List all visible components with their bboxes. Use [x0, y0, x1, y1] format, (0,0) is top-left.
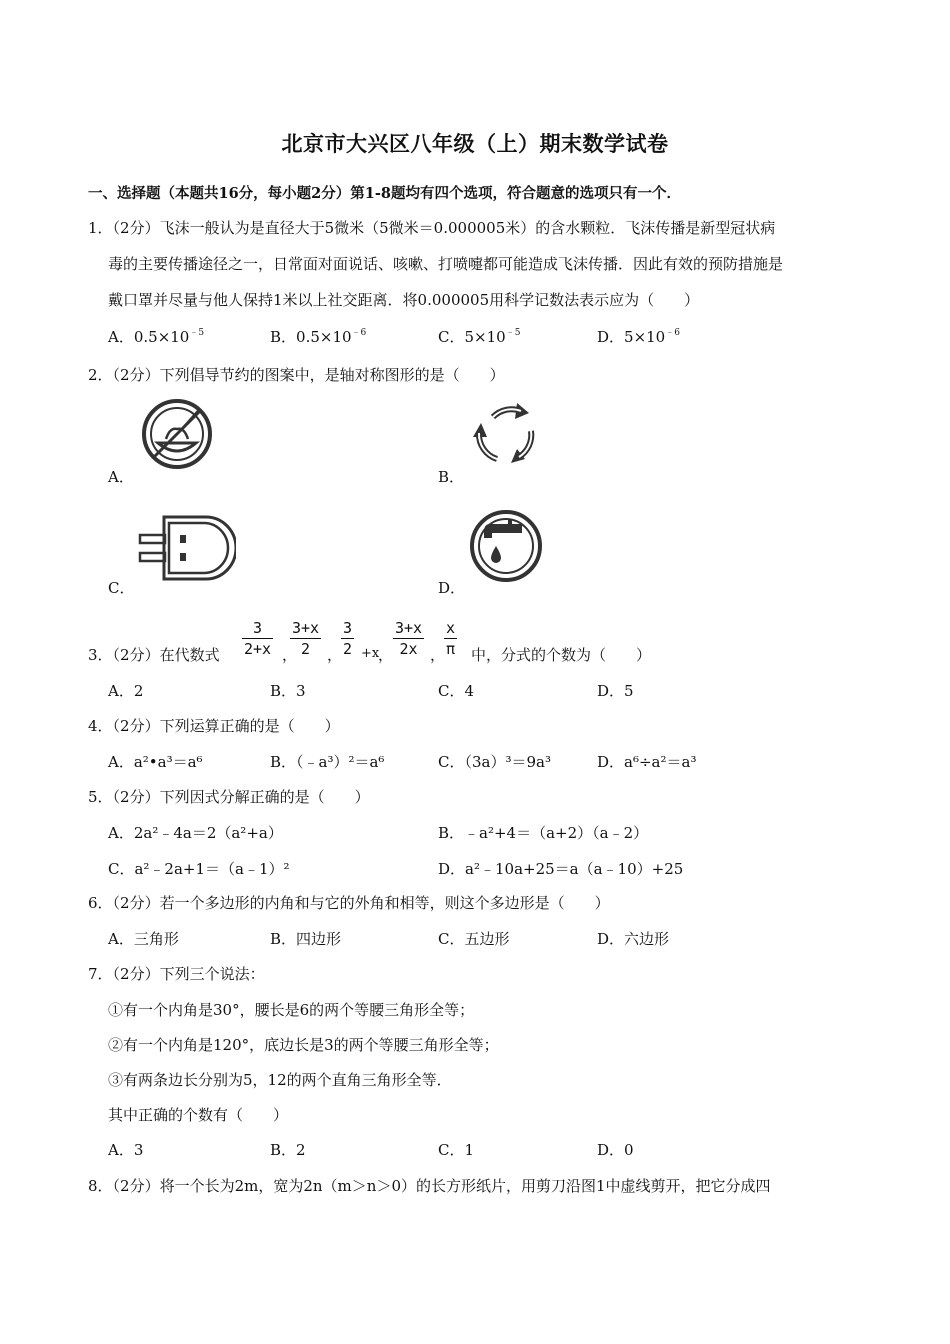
q5-option-a: A．2a²﹣4a＝2（a²+a）	[108, 824, 283, 842]
q6-option-a: A．三角形	[108, 930, 179, 948]
q5-option-b: B．﹣a²+4＝（a+2）（a﹣2）	[438, 824, 649, 842]
q4-option-b: B．（﹣a³）²＝a⁶	[270, 753, 385, 771]
q5-text: 5．（2分）下列因式分解正确的是（ ）	[88, 788, 370, 806]
q1-line3: 戴口罩并尽量与他人保持1米以上社交距离．将0.000005用科学记数法表示应为（ ）	[108, 291, 700, 309]
q1-option-d: D．$5\times 10^{﹣6}$	[597, 328, 680, 346]
page-title: 北京市大兴区八年级（上）期末数学试卷	[281, 131, 669, 156]
q3-option-a: A．2	[108, 682, 144, 700]
q5-option-c: C．a²﹣2a+1＝（a﹣1）²	[108, 860, 290, 878]
q7-ask: 其中正确的个数有（ ）	[108, 1106, 289, 1124]
q1-option-c: C．$5\times 10^{﹣5}$	[438, 328, 521, 346]
q6-text: 6．（2分）若一个多边形的内角和与它的外角和相等，则这个多边形是（ ）	[88, 894, 610, 912]
water-tap-icon	[468, 508, 544, 584]
q3-prefix: 3．（2分）在代数式	[88, 646, 220, 664]
q3-suffix: 中，分式的个数为（ ）	[471, 646, 652, 664]
q3-fraction-3-tail: +x	[361, 646, 380, 661]
q2-option-c: C．	[108, 579, 135, 597]
q1-line2: 毒的主要传播途径之一，日常面对面说话、咳嗽、打喷嚏都可能造成飞沫传播．因此有效的预防措施是	[108, 255, 784, 273]
q7-statement-3: ③有两条边长分别为5，12的两个直角三角形全等．	[108, 1071, 452, 1089]
recycle-arrows-icon	[467, 397, 543, 471]
no-food-waste-icon	[140, 397, 214, 471]
q3-option-b: B．3	[270, 682, 306, 700]
q3-fraction-2: 3+x 2	[292, 619, 320, 658]
section-heading: 一、选择题（本题共16分，每小题2分）第1-8题均有四个选项，符合题意的选项只有一个．	[88, 185, 681, 202]
q5-option-d: D．a²﹣10a+25＝a（a﹣10）+25	[438, 860, 684, 878]
q3-sep-4: ，	[430, 646, 446, 664]
q1-option-b: B．$0.5\times 10^{﹣6}$	[270, 328, 367, 346]
q1-line1: 1．（2分）飞沫一般认为是直径大于5微米（5微米＝0.000005米）的含水颗粒．飞沫传播是新型冠状病	[88, 219, 776, 237]
q7-statement-1: ①有一个内角是30°，腰长是6的两个等腰三角形全等；	[108, 1001, 475, 1019]
q7-option-a: A．3	[108, 1141, 144, 1159]
q3-sep-3: ，	[378, 646, 394, 664]
q2-option-b: B．	[438, 468, 465, 486]
q6-option-c: C．五边形	[438, 930, 510, 948]
q7-option-b: B．2	[270, 1141, 306, 1159]
q4-option-d: D．a⁶÷a²＝a³	[597, 753, 697, 771]
q6-option-b: B．四边形	[270, 930, 342, 948]
q3-option-c: C．4	[438, 682, 475, 700]
q3-sep-2: ，	[327, 646, 343, 664]
q3-fraction-3: 3 2	[343, 619, 353, 658]
q3-fraction-1: 3 2+x	[244, 619, 272, 658]
q6-option-d: D．六边形	[597, 930, 670, 948]
q7-statement-2: ②有一个内角是120°，底边长是3的两个等腰三角形全等；	[108, 1036, 499, 1054]
q7-option-d: D．0	[597, 1141, 634, 1159]
q8-text: 8．（2分）将一个长为2m，宽为2n（m＞n＞0）的长方形纸片，用剪刀沿图1中虚线剪开，把它分成四	[88, 1177, 771, 1195]
q3-fraction-5: x π	[446, 619, 456, 658]
q3-sep-1: ，	[282, 646, 298, 664]
q2-option-a: A．	[108, 468, 134, 486]
q3-option-d: D．5	[597, 682, 634, 700]
q4-text: 4．（2分）下列运算正确的是（ ）	[88, 717, 340, 735]
q2-text: 2．（2分）下列倡导节约的图案中，是轴对称图形的是（ ）	[88, 366, 505, 384]
q7-option-c: C．1	[438, 1141, 475, 1159]
q1-option-a: A．$0.5\times 10^{﹣5}$	[108, 328, 205, 346]
power-plug-icon	[136, 513, 236, 583]
q4-option-c: C．（3a）³＝9a³	[438, 753, 551, 771]
q3-fraction-4: 3+x 2x	[395, 619, 423, 658]
q7-text: 7．（2分）下列三个说法：	[88, 965, 265, 983]
q4-option-a: A．a²•a³＝a⁶	[108, 753, 203, 771]
q2-option-d: D．	[438, 579, 466, 597]
